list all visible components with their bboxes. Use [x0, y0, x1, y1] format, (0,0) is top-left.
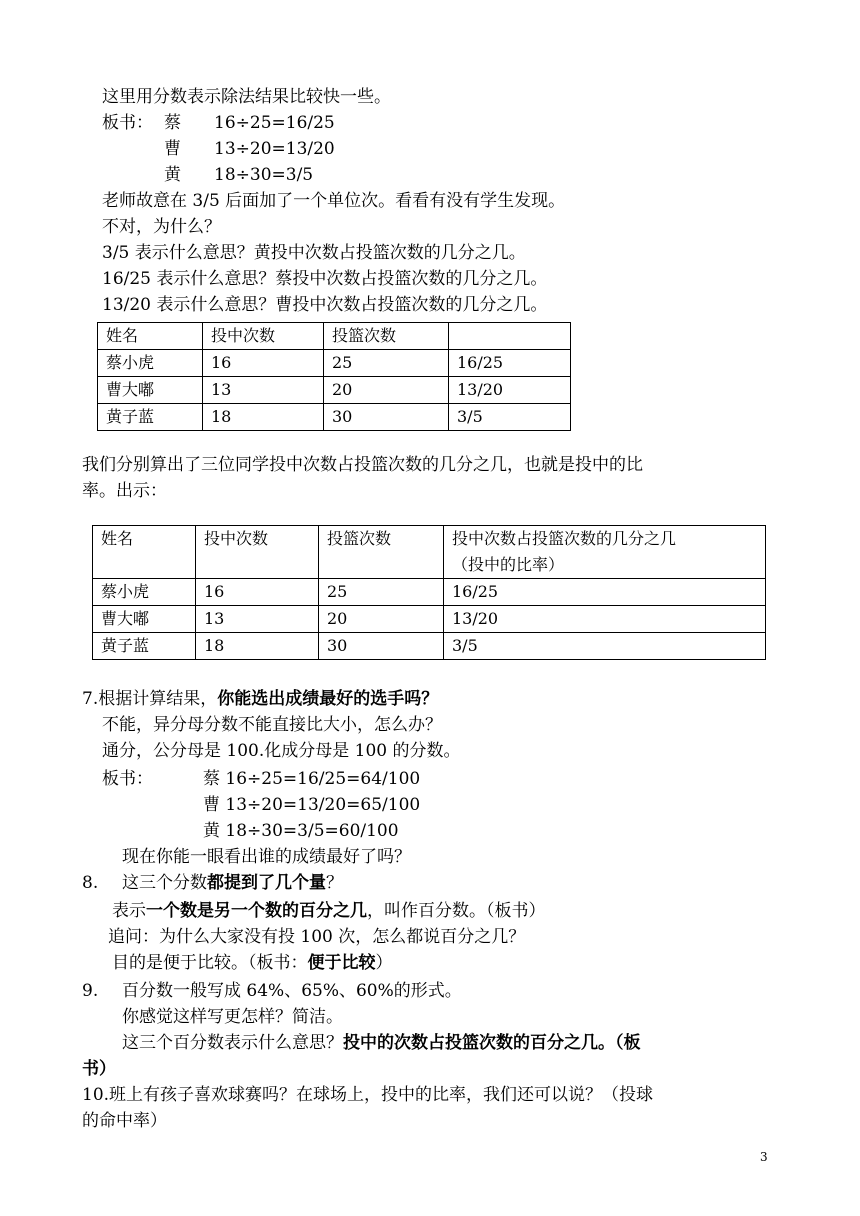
table-cell: 16/25: [449, 350, 571, 377]
table-cell: 20: [319, 606, 444, 633]
board-label: 板书：: [102, 769, 153, 789]
table-cell: 13/20: [449, 377, 571, 404]
results-table-1: [97, 322, 571, 431]
board-expression: 18÷30=3/5: [214, 165, 314, 185]
board-expression: 16÷25=16/25: [214, 113, 335, 133]
text: ）: [375, 953, 393, 973]
board-expression: 13÷20=13/20: [214, 139, 335, 159]
paragraph: 16/25 表示什么意思？蔡投中次数占投篮次数的几分之几。: [102, 269, 548, 289]
paragraph: 追问：为什么大家没有投 100 次，怎么都说百分之几？: [108, 927, 526, 947]
table-cell: 黄子蓝: [93, 633, 196, 660]
table-cell: 黄子蓝: [98, 404, 203, 431]
table-header-cell: 姓名: [93, 526, 196, 579]
page-number: 3: [760, 1150, 768, 1164]
paragraph: 率。出示：: [82, 481, 167, 501]
table-header-cell: [444, 526, 766, 579]
table-cell: 13: [203, 377, 324, 404]
paragraph: [112, 950, 393, 976]
table-cell: 曹大嘟: [93, 606, 196, 633]
table-header-cell: 投篮次数: [319, 526, 444, 579]
paragraph: 老师故意在 3/5 后面加了一个单位次。看看有没有学生发现。: [102, 191, 566, 211]
table-row: [98, 404, 571, 431]
table-cell: 18: [196, 633, 319, 660]
paragraph: 的命中率）: [82, 1111, 167, 1131]
board-name: 蔡: [164, 113, 181, 133]
emphasis-text: 便于比较: [307, 953, 376, 973]
table-cell: 13/20: [444, 606, 766, 633]
paragraph: 这里用分数表示除法结果比较快一些。: [102, 87, 391, 107]
section-9-number: 9.: [82, 981, 99, 1001]
text: 这三个分数: [122, 873, 207, 893]
table-cell: 曹大嘟: [98, 377, 203, 404]
table-cell: 16: [203, 350, 324, 377]
table-cell: 25: [324, 350, 449, 377]
board-expression: 黄 18÷30=3/5=60/100: [203, 821, 399, 841]
table-header-row: [93, 526, 766, 579]
table-cell: 16/25: [444, 579, 766, 606]
table-header-cell: 投中次数: [196, 526, 319, 579]
text: 目的是便于比较。（板书：: [112, 953, 308, 973]
board-expression: 蔡 16÷25=16/25=64/100: [203, 769, 421, 789]
table-cell: 20: [324, 377, 449, 404]
table-cell: 蔡小虎: [98, 350, 203, 377]
table-cell: 30: [324, 404, 449, 431]
table-header-cell: 姓名: [98, 323, 203, 350]
board-label: 板书：: [102, 113, 153, 133]
emphasis-text: 你能选出成绩最好的选手吗？: [217, 689, 439, 709]
table-header-row: [98, 323, 571, 350]
results-table-2: [92, 525, 766, 660]
paragraph: [122, 870, 343, 896]
paragraph: 10.班上有孩子喜欢球赛吗？在球场上，投中的比率，我们还可以说？（投球: [82, 1085, 654, 1105]
table-row: [93, 579, 766, 606]
text: 这三个百分数表示什么意思？: [122, 1033, 343, 1053]
table-header-cell: 投篮次数: [324, 323, 449, 350]
table-row: [93, 606, 766, 633]
table-header-cell: 投中次数: [203, 323, 324, 350]
board-name: 曹: [164, 139, 181, 159]
table-cell: 25: [319, 579, 444, 606]
paragraph: 你感觉这样写更怎样？简洁。: [122, 1007, 343, 1027]
paragraph: 13/20 表示什么意思？曹投中次数占投篮次数的几分之几。: [102, 295, 548, 315]
paragraph: 不对，为什么？: [102, 217, 221, 237]
table-header-text: 投中次数占投篮次数的几分之几: [452, 529, 677, 548]
text: 7.根据计算结果，: [82, 689, 218, 709]
table-cell: 16: [196, 579, 319, 606]
text: ，叫作百分数。（板书）: [367, 901, 546, 921]
table-cell: 18: [203, 404, 324, 431]
paragraph: 不能，异分母分数不能直接比大小，怎么办？: [102, 715, 442, 735]
table-row: [93, 633, 766, 660]
table-row: [98, 350, 571, 377]
text: 表示: [112, 901, 146, 921]
emphasis-text: 投中的次数占投篮次数的百分之几。（板: [343, 1033, 641, 1053]
paragraph: 百分数一般写成 64%、65%、60%的形式。: [122, 981, 462, 1001]
text: ？: [326, 873, 343, 893]
table-cell: 3/5: [449, 404, 571, 431]
paragraph: 现在你能一眼看出谁的成绩最好了吗？: [122, 847, 411, 867]
table-cell: 13: [196, 606, 319, 633]
section-8-number: 8.: [82, 873, 99, 893]
table-cell: 30: [319, 633, 444, 660]
paragraph: 通分，公分母是 100.化成分母是 100 的分数。: [102, 741, 461, 761]
paragraph: 3/5 表示什么意思？黄投中次数占投篮次数的几分之几。: [102, 243, 526, 263]
table-header-subtext: （投中的比率）: [452, 555, 565, 574]
table-cell: 3/5: [444, 633, 766, 660]
section-7-heading: [82, 686, 438, 712]
emphasis-text: 一个数是另一个数的百分之几: [146, 901, 367, 921]
emphasis-text: 都提到了几个量: [207, 873, 326, 893]
paragraph: 我们分别算出了三位同学投中次数占投篮次数的几分之几，也就是投中的比: [82, 455, 643, 475]
paragraph: [112, 898, 546, 924]
table-row: [98, 377, 571, 404]
table-cell: 蔡小虎: [93, 579, 196, 606]
table-header-cell: [449, 323, 571, 350]
board-name: 黄: [164, 165, 181, 185]
paragraph: [122, 1030, 641, 1056]
emphasis-text: 书）: [82, 1059, 116, 1079]
board-expression: 曹 13÷20=13/20=65/100: [203, 795, 421, 815]
